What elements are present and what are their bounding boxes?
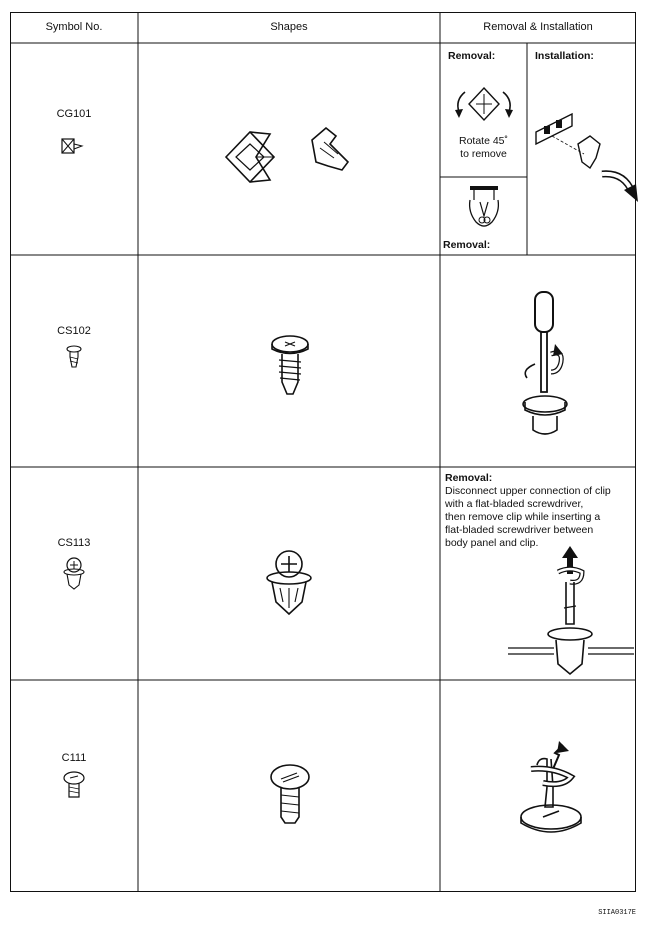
cg101-removal-label-2: Removal: [443, 239, 491, 251]
symbol-c111: C111 [61, 752, 87, 764]
cg101-installation-label: Installation: [535, 50, 594, 62]
cs102-removal-diagram [515, 292, 575, 442]
symbol-cs102: CS102 [57, 325, 91, 337]
cs113-instruction-2: with a flat-bladed screwdriver, [445, 498, 584, 510]
installation-diagram [532, 92, 642, 202]
c111-small-icon [62, 771, 86, 801]
c111-removal-diagram [513, 737, 589, 847]
cs113-instruction-3: then remove clip while inserting a [445, 511, 601, 523]
clip-table [10, 12, 636, 892]
cs113-small-icon [62, 557, 86, 593]
rotate-text-line2: to remove [460, 148, 507, 160]
symbol-cg101: CG101 [56, 108, 92, 120]
c111-shape-illustration [267, 763, 313, 829]
header-symbol-no: Symbol No. [45, 21, 103, 33]
cs113-instruction-4: flat-bladed screwdriver between [445, 524, 594, 536]
cs113-removal-diagram [508, 544, 634, 674]
rotate-text-line1: Rotate 45˚ [458, 135, 509, 147]
cs113-instruction-1: Disconnect upper connection of clip [445, 485, 611, 497]
removal-tool-diagram [456, 182, 516, 232]
cg101-small-icon [60, 136, 84, 158]
cs102-small-icon [64, 345, 84, 369]
header-shapes: Shapes [270, 21, 308, 33]
rotate-arrows-diagram [449, 80, 519, 130]
cg101-shape-illustration [216, 122, 366, 192]
cs102-shape-illustration [267, 332, 313, 402]
cs113-removal-label: Removal: [445, 472, 493, 484]
cg101-removal-label: Removal: [448, 50, 496, 62]
header-removal-installation: Removal & Installation [483, 21, 593, 33]
figure-code: SIIA0317E [598, 909, 636, 917]
symbol-cs113: CS113 [57, 537, 91, 549]
cs113-shape-illustration [264, 548, 314, 620]
cs113-instruction-5: body panel and clip. [445, 537, 539, 549]
